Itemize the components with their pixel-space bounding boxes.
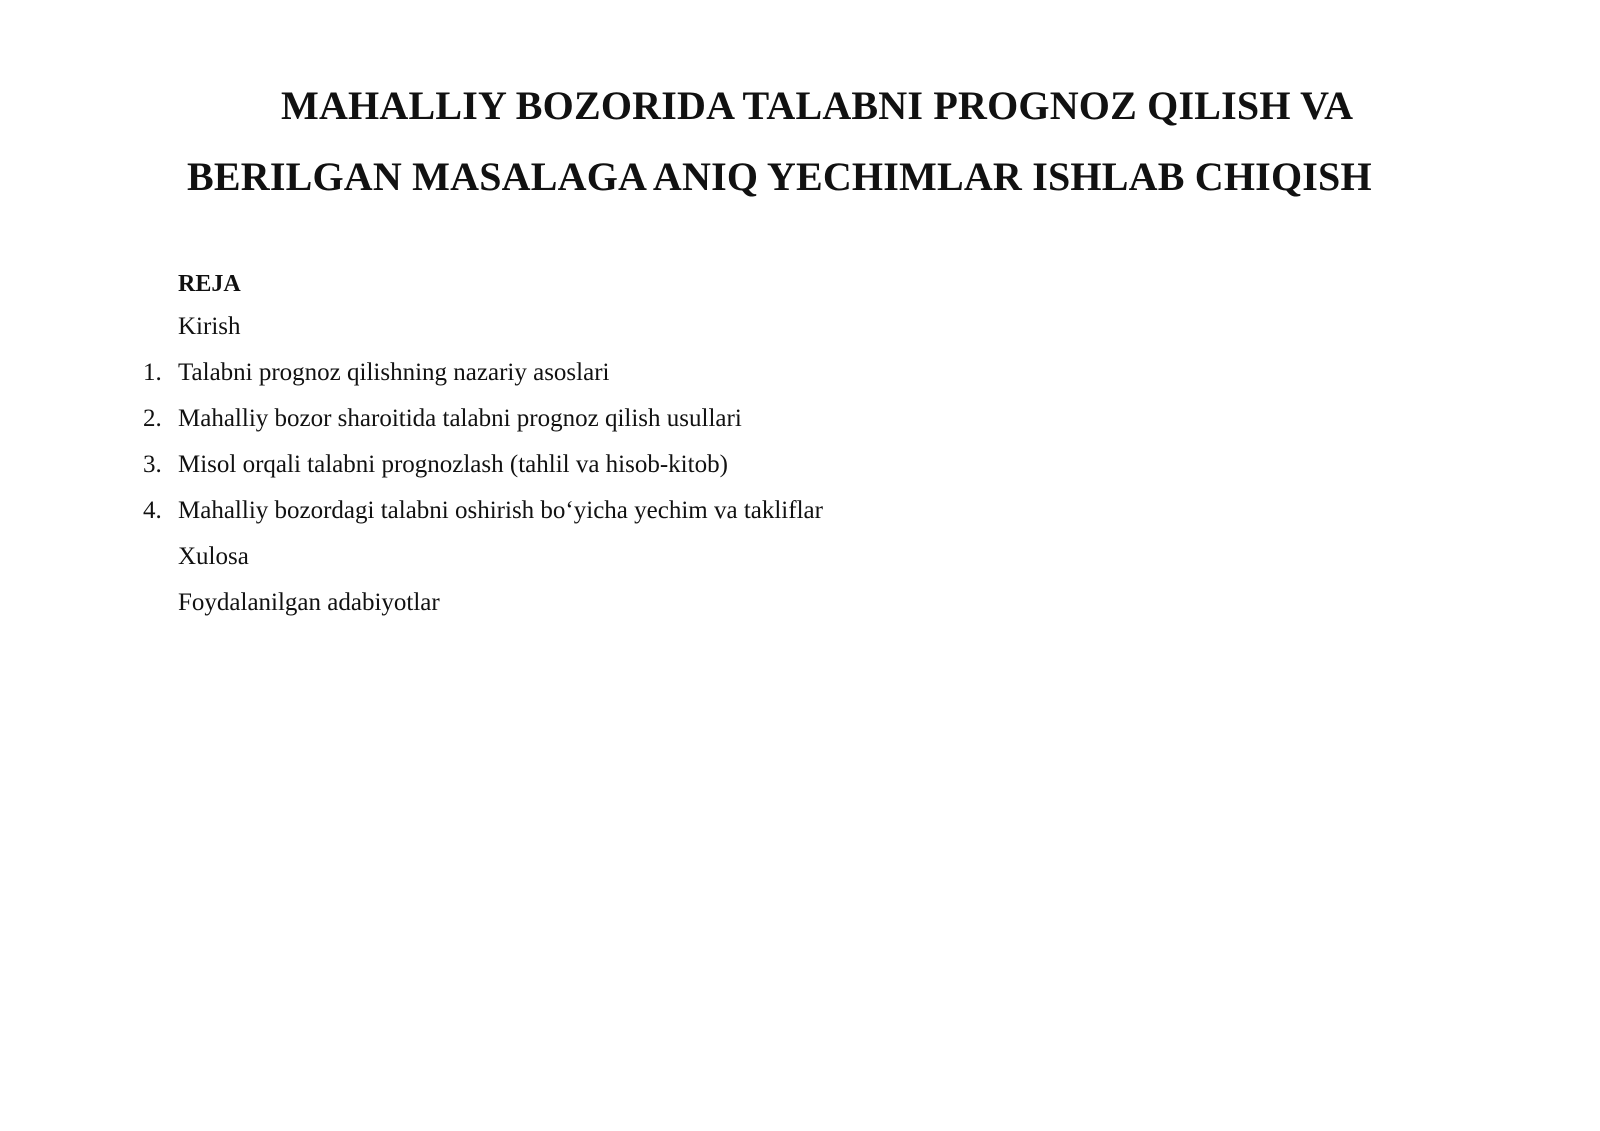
plan-item-number: 2. — [143, 405, 162, 432]
plan-item-kirish — [0, 311, 1000, 343]
plan-item-text: Mahalliy bozordagi talabni oshirish bo‘yicha yechim va takliflar — [178, 497, 823, 524]
plan-item-number: 1. — [143, 359, 162, 386]
plan-item-text: Foydalanilgan adabiyotlar — [178, 589, 440, 616]
plan-item-number: 3. — [143, 451, 162, 478]
plan-item-4 — [0, 495, 1000, 527]
plan-item-text: Xulosa — [178, 543, 249, 570]
plan-item-2 — [0, 403, 1000, 435]
document-title-line-2: BERILGAN MASALAGA ANIQ YECHIMLAR ISHLAB CHIQISH — [187, 154, 1372, 199]
plan-item-xulosa — [0, 541, 1000, 573]
plan-heading: REJA — [178, 271, 241, 297]
plan-item-text: Misol orqali talabni prognozlash (tahlil va hisob-kitob) — [178, 451, 728, 478]
plan-item-1 — [0, 357, 1000, 389]
plan-item-text: Talabni prognoz qilishning nazariy asoslari — [178, 359, 610, 386]
plan-item-text: Kirish — [178, 313, 241, 340]
plan-item-text: Mahalliy bozor sharoitida talabni prognoz qilish usullari — [178, 405, 742, 432]
document-title-line-1: MAHALLIY BOZORIDA TALABNI PROGNOZ QILISH VA — [281, 83, 1354, 128]
plan-item-3 — [0, 449, 1000, 481]
plan-item-adabiyotlar — [0, 587, 1000, 619]
plan-item-number: 4. — [143, 497, 162, 524]
